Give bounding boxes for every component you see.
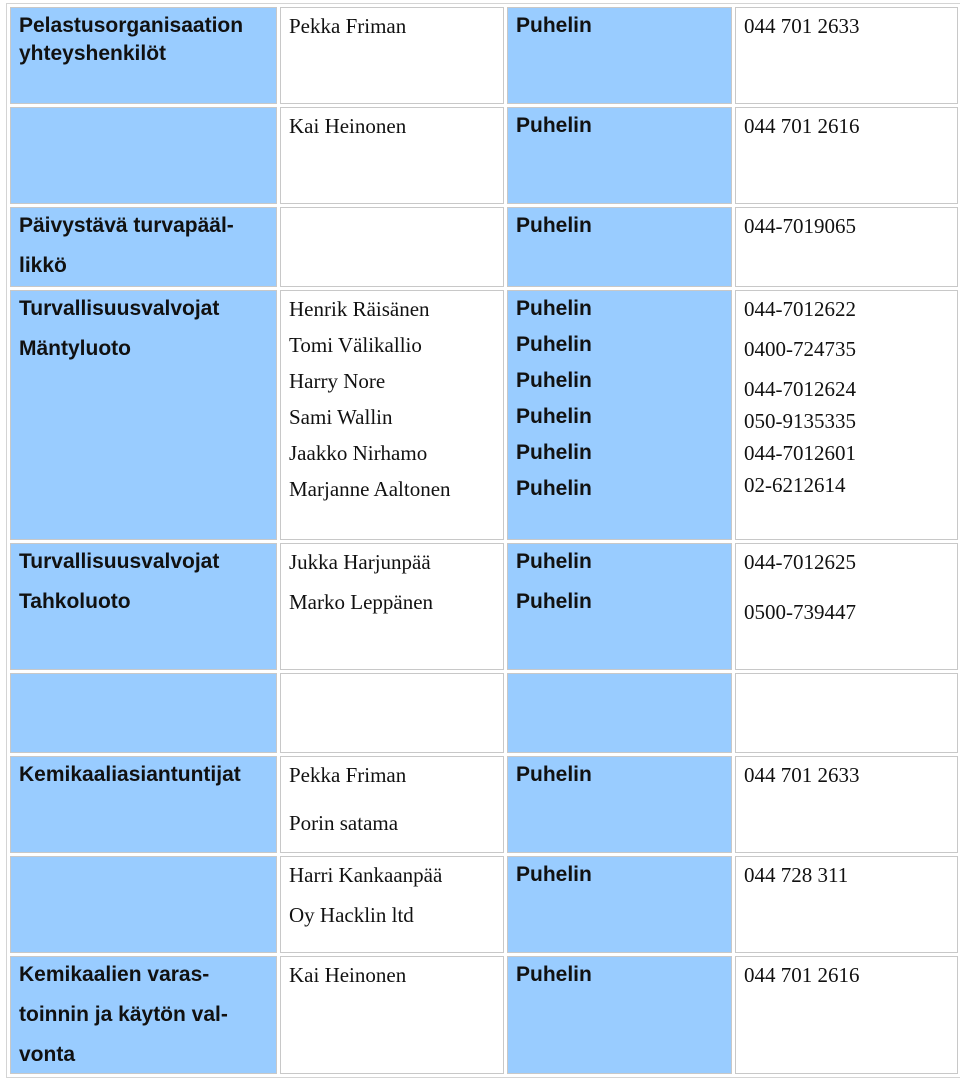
phone-number-cell — [735, 756, 958, 853]
contact-name: Sami Wallin — [289, 405, 393, 429]
table-row — [10, 7, 958, 104]
category-cell — [10, 7, 277, 104]
phone-number: 0500-739447 — [744, 600, 856, 624]
category-label: Turvallisuusvalvojat — [19, 550, 220, 573]
phone-label: Puhelin — [516, 763, 592, 786]
organization-name: Porin satama — [289, 811, 399, 835]
name-cell — [280, 856, 504, 953]
category-cell — [10, 673, 277, 753]
phone-number-cell — [735, 107, 958, 204]
name-cell — [280, 956, 504, 1074]
table-row — [10, 956, 958, 1074]
phone-number-cell — [735, 543, 958, 670]
phone-number-cell — [735, 673, 958, 753]
category-label: vonta — [19, 1043, 76, 1066]
contact-name: Marjanne Aaltonen — [289, 477, 451, 501]
category-cell — [10, 956, 277, 1074]
name-cell — [280, 756, 504, 853]
table-row — [10, 290, 958, 540]
category-label: yhteyshenkilöt — [19, 42, 167, 65]
phone-label: Puhelin — [516, 333, 592, 356]
phone-number-cell — [735, 856, 958, 953]
phone-number: 044-7012622 — [744, 297, 856, 321]
category-label: Kemikaalien varas- — [19, 963, 210, 986]
phone-label: Puhelin — [516, 590, 592, 613]
contact-name: Jukka Harjunpää — [289, 550, 431, 574]
phone-number: 044-7012601 — [744, 441, 856, 465]
name-cell — [280, 207, 504, 287]
organization-name: Oy Hacklin ltd — [289, 903, 414, 927]
phone-number-cell — [735, 956, 958, 1074]
phone-label-cell — [507, 956, 732, 1074]
phone-label: Puhelin — [516, 297, 592, 320]
contact-name: Kai Heinonen — [289, 114, 407, 138]
contact-name: Pekka Friman — [289, 14, 407, 38]
phone-label: Puhelin — [516, 114, 592, 137]
table-row — [10, 543, 958, 670]
name-cell — [280, 543, 504, 670]
phone-label: Puhelin — [516, 369, 592, 392]
contact-name: Henrik Räisänen — [289, 297, 430, 321]
table-row — [10, 107, 958, 204]
phone-number-cell — [735, 290, 958, 540]
name-cell — [280, 107, 504, 204]
phone-number: 044 701 2633 — [744, 763, 860, 787]
phone-number: 044-7012624 — [744, 377, 856, 401]
phone-number: 044 728 311 — [744, 863, 849, 887]
phone-label-cell — [507, 543, 732, 670]
phone-label-cell — [507, 290, 732, 540]
contact-name: Kai Heinonen — [289, 963, 407, 987]
category-label: Turvallisuusvalvojat — [19, 297, 220, 320]
phone-label: Puhelin — [516, 405, 592, 428]
category-cell — [10, 543, 277, 670]
phone-number: 044-7012625 — [744, 550, 856, 574]
table-row — [10, 856, 958, 953]
phone-label-cell — [507, 673, 732, 753]
phone-label: Puhelin — [516, 14, 592, 37]
phone-label-cell — [507, 207, 732, 287]
phone-label: Puhelin — [516, 441, 592, 464]
phone-number: 02-6212614 — [744, 473, 846, 497]
phone-label-cell — [507, 756, 732, 853]
contact-table — [6, 3, 960, 1078]
phone-label-cell — [507, 107, 732, 204]
category-label: Mäntyluoto — [19, 337, 131, 360]
contact-name: Pekka Friman — [289, 763, 407, 787]
phone-label-cell — [507, 856, 732, 953]
phone-label: Puhelin — [516, 477, 592, 500]
phone-label: Puhelin — [516, 963, 592, 986]
table-row — [10, 673, 958, 753]
category-label: likkö — [19, 254, 67, 277]
phone-number-cell — [735, 7, 958, 104]
contact-name: Tomi Välikallio — [289, 333, 422, 357]
phone-number: 0400-724735 — [744, 337, 856, 361]
phone-number: 050-9135335 — [744, 409, 856, 433]
table-row — [10, 207, 958, 287]
category-cell — [10, 107, 277, 204]
phone-number: 044 701 2616 — [744, 114, 860, 138]
name-cell — [280, 290, 504, 540]
table-row — [10, 756, 958, 853]
category-label: Päivystävä turvapääl- — [19, 214, 234, 237]
category-cell — [10, 290, 277, 540]
category-cell — [10, 856, 277, 953]
category-label: Pelastusorganisaation — [19, 14, 244, 37]
phone-label-cell — [507, 7, 732, 104]
phone-label: Puhelin — [516, 550, 592, 573]
category-label: Kemikaaliasiantuntijat — [19, 763, 241, 786]
name-cell — [280, 7, 504, 104]
phone-number-cell — [735, 207, 958, 287]
contact-name: Harri Kankaanpää — [289, 863, 443, 887]
category-label: toinnin ja käytön val- — [19, 1003, 228, 1026]
phone-number: 044 701 2616 — [744, 963, 860, 987]
phone-label: Puhelin — [516, 863, 592, 886]
category-label: Tahkoluoto — [19, 590, 131, 613]
category-cell — [10, 756, 277, 853]
category-cell — [10, 207, 277, 287]
name-cell — [280, 673, 504, 753]
phone-number: 044-7019065 — [744, 214, 856, 238]
phone-label: Puhelin — [516, 214, 592, 237]
contact-name: Harry Nore — [289, 369, 386, 393]
contact-name: Marko Leppänen — [289, 590, 434, 614]
contact-name: Jaakko Nirhamo — [289, 441, 428, 465]
phone-number: 044 701 2633 — [744, 14, 860, 38]
